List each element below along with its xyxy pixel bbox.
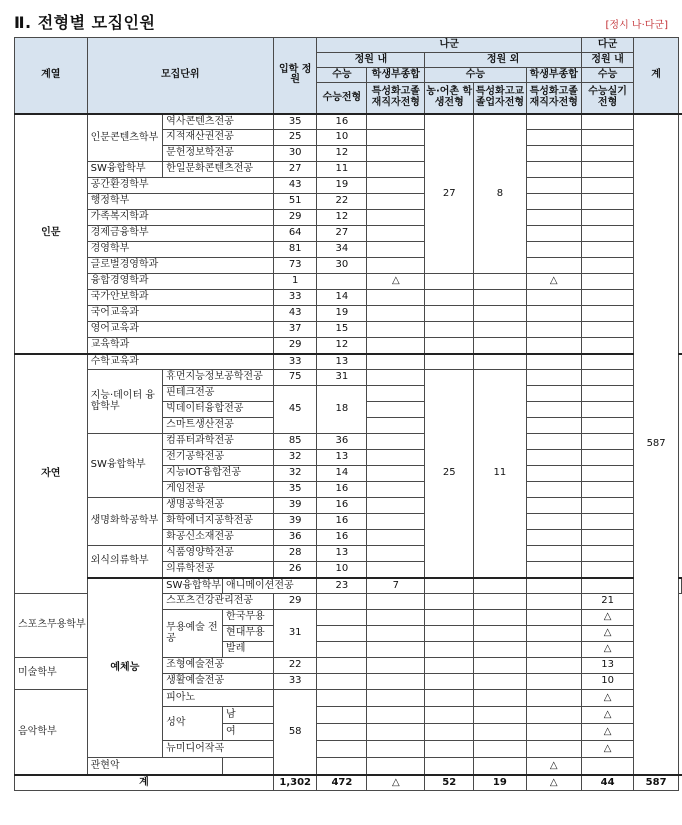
major-name: 관현악 (87, 758, 222, 775)
suneung-count: 12 (317, 210, 367, 226)
da-in-quota-header: 정원 내 (581, 53, 633, 68)
col-quota-header: 입학 정원 (273, 38, 317, 114)
practical-count: △ (581, 741, 633, 758)
total-quota: 1,302 (273, 775, 317, 791)
grad-count: 11 (474, 370, 526, 578)
quota: 85 (273, 434, 317, 450)
quota: 64 (273, 226, 317, 242)
quota: 32 (273, 466, 317, 482)
major-name: 휴먼지능정보공학전공 (163, 370, 274, 386)
recruit-type-tag: [정시 나·다군] (605, 20, 668, 31)
major-name: 전기공학전공 (163, 450, 274, 466)
practical-count: △ (581, 610, 633, 626)
col-special-in-header: 특성화고졸 재직자전형 (367, 83, 425, 114)
suneung-count: 12 (317, 338, 367, 354)
total-sum: 587 (634, 775, 679, 791)
col-total-header: 계 (634, 38, 679, 114)
major-name: 지능IOT융합전공 (163, 466, 274, 482)
quota: 58 (273, 690, 317, 775)
suneung-count: 27 (317, 226, 367, 242)
major-name: 지적재산권전공 (163, 130, 274, 146)
unit-name: 음악학부 (15, 690, 88, 775)
suneung-da-header: 수능 (581, 68, 633, 83)
quota: 30 (273, 146, 317, 162)
col-unit-header: 모집단위 (87, 38, 273, 114)
practical-count: △ (526, 758, 581, 775)
major-name: 화학에너지공학전공 (163, 514, 274, 530)
farm-count: 27 (425, 114, 474, 274)
suneung-count: 19 (317, 306, 367, 322)
practical-count: △ (581, 642, 633, 658)
quota: 29 (273, 338, 317, 354)
quota: 26 (273, 562, 317, 578)
group-jayeon: 자연 (15, 354, 88, 594)
unit-name: 스포츠무용학부 (15, 594, 88, 658)
quota: 75 (273, 370, 317, 386)
suneung-count: 19 (317, 178, 367, 194)
unit-name: 국어교육과 (87, 306, 273, 322)
unit-name: 융합경영학과 (87, 274, 273, 290)
major-name: 피아노 (163, 690, 274, 707)
major-name: 스포츠건강관리전공 (163, 594, 274, 610)
unit-name: 생명화학공학부 (87, 498, 163, 546)
special-out-count: △ (526, 274, 581, 290)
quota: 35 (273, 114, 317, 130)
major-name: 생명공학전공 (163, 498, 274, 514)
in-quota-header: 정원 내 (317, 53, 425, 68)
quota: 35 (273, 482, 317, 498)
out-quota-header: 정원 외 (425, 53, 582, 68)
suneung-count: 14 (317, 466, 367, 482)
sub-unit-name: 성악 (163, 707, 223, 741)
quota: 33 (273, 354, 317, 370)
suneung-count: 10 (317, 130, 367, 146)
suneung-count: 13 (317, 450, 367, 466)
total-special-out: △ (526, 775, 581, 791)
total-label: 계 (15, 775, 274, 791)
unit-name: 공간환경학부 (87, 178, 273, 194)
major-name: 남 (223, 707, 274, 724)
major-name: 문헌정보학전공 (163, 146, 274, 162)
major-name: 한일문화콘텐츠전공 (163, 162, 274, 178)
unit-name: 경제금융학부 (87, 226, 273, 242)
suneung-count: 15 (317, 322, 367, 338)
quota: 36 (273, 530, 317, 546)
major-name: 한국무용 (223, 610, 274, 626)
da-gun-header: 다군 (581, 38, 633, 53)
major-name: 생활예술전공 (163, 674, 274, 690)
unit-name: SW융합학부 (163, 578, 223, 594)
student-comp-header: 학생부종합 (367, 68, 425, 83)
grad-count: 8 (474, 114, 526, 274)
unit-name: 가족복지학과 (87, 210, 273, 226)
practical-count: △ (581, 724, 633, 741)
quota: 23 (317, 578, 367, 594)
practical-count: 10 (581, 674, 633, 690)
unit-name: 외식의류학부 (87, 546, 163, 578)
special-in-count: △ (367, 274, 425, 290)
major-name: 발레 (223, 642, 274, 658)
unit-name: 행정학부 (87, 194, 273, 210)
quota: 43 (273, 178, 317, 194)
quota: 22 (273, 658, 317, 674)
practical-count: 21 (581, 594, 633, 610)
major-name: 애니메이션전공 (223, 578, 317, 594)
suneung-count: 16 (317, 498, 367, 514)
grand-total: 587 (634, 114, 679, 775)
major-name: 의류학전공 (163, 562, 274, 578)
suneung-count: 10 (317, 562, 367, 578)
group-inmun: 인문 (15, 114, 88, 354)
na-gun-header: 나군 (317, 38, 581, 53)
unit-name: 교육학과 (87, 338, 273, 354)
major-name: 빅데이터융합전공 (163, 402, 274, 418)
suneung-count: 7 (367, 578, 425, 594)
col-farm-header: 농·어촌 학생전형 (425, 83, 474, 114)
unit-name: 국가안보학과 (87, 290, 273, 306)
total-practical: 44 (581, 775, 633, 791)
total-farm: 52 (425, 775, 474, 791)
quota: 25 (273, 130, 317, 146)
admission-table (14, 37, 682, 791)
practical-count: △ (581, 690, 633, 707)
quota: 73 (273, 258, 317, 274)
major-name: 여 (223, 724, 274, 741)
quota: 43 (273, 306, 317, 322)
quota: 39 (273, 514, 317, 530)
suneung-count: 36 (317, 434, 367, 450)
farm-count: 25 (425, 370, 474, 578)
quota: 45 (273, 386, 317, 434)
col-group-header: 계열 (15, 38, 88, 114)
suneung-count: 11 (317, 162, 367, 178)
suneung-count: 16 (317, 530, 367, 546)
total-suneung: 472 (317, 775, 367, 791)
quota: 27 (273, 162, 317, 178)
suneung-header: 수능 (317, 68, 367, 83)
quota: 32 (273, 450, 317, 466)
unit-name: 수학교육과 (87, 354, 273, 370)
suneung-count: 18 (317, 386, 367, 434)
sub-unit-name: 무용예술 전공 (163, 610, 223, 658)
suneung-count: 16 (317, 114, 367, 130)
suneung-count: 34 (317, 242, 367, 258)
total-grad: 19 (474, 775, 526, 791)
col-practical-header: 수능실기 전형 (581, 83, 633, 114)
student-comp-out-header: 학생부종합 (526, 68, 581, 83)
quota: 33 (273, 290, 317, 306)
major-name: 식품영양학전공 (163, 546, 274, 562)
quota: 1 (273, 274, 317, 290)
major-name: 역사콘텐츠전공 (163, 114, 274, 130)
quota: 29 (273, 594, 317, 610)
total-special-in: △ (367, 775, 425, 791)
practical-count: 13 (581, 658, 633, 674)
suneung-count: 16 (317, 514, 367, 530)
quota: 37 (273, 322, 317, 338)
col-special-grad-header: 특성화고교 졸업자전형 (474, 83, 526, 114)
unit-name: SW융합학부 (87, 434, 163, 498)
unit-name: 글로벌경영학과 (87, 258, 273, 274)
practical-count: △ (581, 707, 633, 724)
suneung-count: 12 (317, 146, 367, 162)
suneung-count: 13 (317, 354, 367, 370)
suneung-count: 16 (317, 482, 367, 498)
quota: 28 (273, 546, 317, 562)
suneung-count: 31 (317, 370, 367, 386)
unit-name: 미술학부 (15, 658, 88, 690)
unit-name: 인문콘텐츠학부 (87, 114, 163, 162)
unit-name: 지능·데이터 융합학부 (87, 370, 163, 434)
group-yechae: 예체능 (87, 578, 163, 758)
quota: 51 (273, 194, 317, 210)
unit-name: 경영학부 (87, 242, 273, 258)
major-name: 조형예술전공 (163, 658, 274, 674)
col-suneung-header: 수능전형 (317, 83, 367, 114)
quota: 33 (273, 674, 317, 690)
col-special-out-header: 특성화고졸 재직자전형 (526, 83, 581, 114)
major-name: 게임전공 (163, 482, 274, 498)
quota: 31 (273, 610, 317, 658)
practical-count: △ (581, 626, 633, 642)
suneung-count: 13 (317, 546, 367, 562)
major-name: 스마트생산전공 (163, 418, 274, 434)
suneung-count: 14 (317, 290, 367, 306)
quota: 81 (273, 242, 317, 258)
quota: 39 (273, 498, 317, 514)
suneung-count: 22 (317, 194, 367, 210)
major-name: 핀테크전공 (163, 386, 274, 402)
major-name: 뉴미디어작곡 (163, 741, 274, 758)
major-name: 화공신소재전공 (163, 530, 274, 546)
suneung-count: 30 (317, 258, 367, 274)
suneung-out-header: 수능 (425, 68, 526, 83)
major-name: 현대무용 (223, 626, 274, 642)
quota: 29 (273, 210, 317, 226)
unit-name: 영어교육과 (87, 322, 273, 338)
major-name: 컴퓨터과학전공 (163, 434, 274, 450)
page-title: Ⅱ. 전형별 모집인원 (14, 13, 156, 32)
unit-name: SW융합학부 (87, 162, 163, 178)
